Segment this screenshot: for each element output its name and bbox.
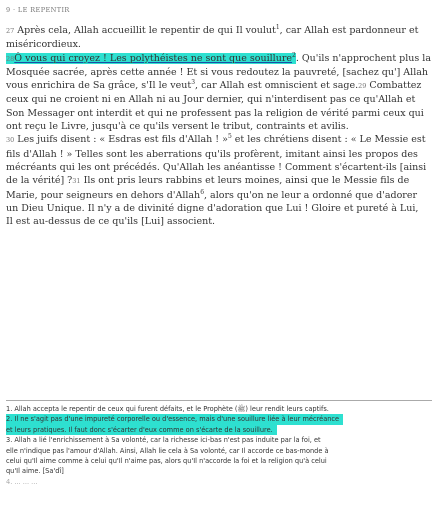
- text-line: Il est au-dessus de ce qu'ils [Lui] associent.: [6, 216, 216, 228]
- text-line: 27 Après cela, Allah accueillit le repentir de qui Il voulut$^1$, car Allah est pardonneur et: [6, 23, 419, 36]
- footnote-ref[interactable]: 2: [291, 51, 296, 59]
- highlighted-footnote[interactable]: et leurs pratiques. Il faut donc s'écarter d'eux comme on s'écarte de la souillure.: [6, 425, 277, 435]
- text-line: Mosquée sacrée, après cette année ! Et si vous redoutez la pauvreté, [sachez qu'] Allah: [6, 66, 429, 78]
- text-line: fils d'Allah ! » Telles sont les aberrations qu'ils profèrent, imitant ainsi les propos des: [6, 148, 418, 160]
- verse-number: 29: [358, 82, 367, 91]
- text-line: miséricordieux.: [6, 39, 81, 51]
- footnotes: [6, 404, 434, 487]
- verse-number: 31: [72, 177, 81, 186]
- text-line: ceux qui ne croient ni en Allah ni au Jour dernier, qui n'interdisent pas ce qu'Allah et: [6, 94, 416, 106]
- footnote-ref[interactable]: 3: [191, 79, 196, 87]
- footnote-ref[interactable]: 6: [200, 188, 205, 196]
- footnote-3-cont: qu'Il aime. [Sa'dî]: [6, 467, 64, 476]
- text-line: Marie, pour seigneurs en dehors d'Allah$^6$, alors qu'on ne leur a ordonné que d'adorer: [6, 188, 418, 201]
- footnote-1: 1. Allah accepta le repentir de ceux qui furent défaits, et le Prophète (ﷺ) leur rendit leurs captifs.: [6, 405, 329, 413]
- footnote-3-cont: celui qu'Il aime comme à celui qu'Il n'aime pas, alors qu'Il n'accorde la foi et la religion qu'à celui: [6, 457, 327, 466]
- footnote-3-cont: elle n'indique pas l'amour d'Allah. Ainsi, Allah lie cela à Sa volonté, car Il accorde ce bas-monde à: [6, 446, 329, 455]
- footnote-2-cont: [6, 425, 434, 435]
- text-line: ont reçu le Livre, jusqu'à ce qu'ils versent le tribut, contraints et avilis.: [6, 121, 349, 133]
- text-line: un Dieu Unique. Il n'y a de divinité digne d'adoration que Lui ! Gloire et pureté à Lui,: [6, 202, 419, 214]
- text-line: mécréants qui les ont précédés. Qu'Allah les anéantisse ! Comment s'écartent-ils [ainsi: [6, 161, 427, 173]
- highlight-marker: [6, 53, 296, 64]
- footnote-ref[interactable]: 1: [275, 23, 280, 31]
- verse-number: 30: [6, 136, 15, 145]
- highlighted-footnote[interactable]: 2. Il ne s'agit pas d'une impureté corporelle ou d'essence, mais d'une souillure liée à leur mécréance: [6, 414, 343, 424]
- footnote-divider: [6, 400, 432, 401]
- text-line: 30 Les juifs disent : « Esdras est fils d'Allah ! »$^5$ et les chrétiens disent : « Le Messie est: [6, 133, 426, 146]
- footnote-ref[interactable]: 5: [227, 133, 232, 141]
- footnote-3: 3. Allah a lié l'enrichissement à Sa volonté, car la richesse ici-bas n'est pas induite par la foi, et: [6, 436, 321, 445]
- verse-text: [6, 24, 433, 228]
- text-line: vous enrichira de Sa grâce, s'Il le veut$^3$, car Allah est omniscient et sage.29 Combattez: [6, 79, 422, 92]
- footnote-4-partial: 4. ... ... ...: [6, 477, 38, 486]
- text-line: 28Ô vous qui croyez ! Les polythéistes ne sont que souillure$^2$. Qu'ils n'approchent plus la: [6, 51, 432, 64]
- verse-number: 27: [6, 27, 15, 35]
- footnote-2: [6, 414, 434, 424]
- verse-number: 28: [6, 54, 15, 63]
- text-line: de la vérité] ?31 Ils ont pris leurs rabbins et leurs moines, ainsi que le Messie fils de: [6, 175, 410, 187]
- text-line: Son Messager ont interdit et qui ne professent pas la religion de vérité parmi ceux qui: [6, 107, 424, 119]
- running-head: 9 · LE REPENTIR: [6, 6, 70, 14]
- highlighted-phrase[interactable]: Ô vous qui croyez ! Les polythéistes ne sont que souillure: [14, 52, 292, 64]
